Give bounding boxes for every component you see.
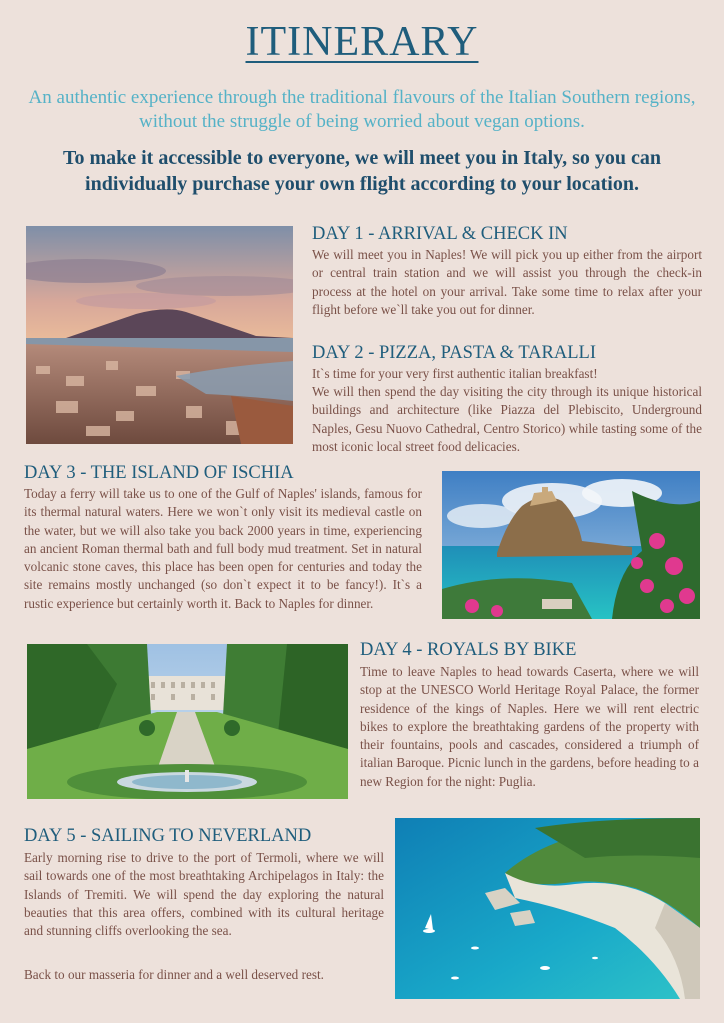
day-4-text: Time to leave Naples to head towards Caserta, where we will stop at the UNESCO World Heritage Royal Palace, the former residence of the kings of Naples. Here we will rent electric bikes to explore the breathtaking gardens of the property with their fountains, pools and cascades, considered a triumph of italian Baroque. Picnic lunch in the gardens, before heading to a new Region for the night: Puglia. — [360, 664, 699, 789]
day-5-heading: DAY 5 - SAILING TO NEVERLAND — [24, 826, 312, 846]
naples-vesuvius-photo — [26, 226, 293, 444]
page-subtitle: An authentic experience through the traditional flavours of the Italian Southern regions, without the struggle of being worried about vegan options. — [28, 87, 696, 132]
ischia-castle-photo — [442, 471, 700, 619]
day-2-text-2: We will then spend the day visiting the city through its unique historical buildings and architecture (like Piazza del Plebiscito, Underground Naples, Gesu Nuovo Cathedral, Centro Storico) while tasting some of the most iconic local street food delicacies. — [312, 384, 702, 454]
day-3-heading: DAY 3 - THE ISLAND OF ISCHIA — [24, 463, 294, 483]
day-4-heading: DAY 4 - ROYALS BY BIKE — [360, 640, 577, 660]
tremiti-islands-photo — [395, 818, 700, 999]
day-5-text-2: Back to our masseria for dinner and a well deserved rest. — [24, 967, 324, 982]
caserta-palace-photo — [27, 644, 348, 799]
day-2-text-1: It`s time for your very first authentic italian breakfast! — [312, 366, 598, 381]
travel-notice: To make it accessible to everyone, we will meet you in Italy, so you can individually purchase your own flight according to your location. — [62, 147, 662, 195]
page-title: ITINERARY — [245, 19, 479, 65]
day-3-text: Today a ferry will take us to one of the Gulf of Naples' islands, famous for its thermal natural waters. Here we won`t only visit its medieval castle on the water, but we will also take you back 2000 years in time, experiencing an ancient Roman thermal bath and full body mud treatment. Set in natural volcanic stone caves, this place has been open for centuries and today the site remains mostly unchanged (so don`t expect it to be fancy!). It`s a rustic experience but certainly worth it. Back to Naples for dinner. — [24, 486, 422, 611]
day-1-heading: DAY 1 - ARRIVAL & CHECK IN — [312, 224, 568, 244]
day-2-heading: DAY 2 - PIZZA, PASTA & TARALLI — [312, 343, 596, 363]
day-1-text: We will meet you in Naples! We will pick you up either from the airport or central train station and we will assist you through the check-in process at the hotel on your arrival. Take some time to relax after your flight before we`ll take you out for dinner. — [312, 247, 702, 317]
day-5-text-1: Early morning rise to drive to the port of Termoli, where we will sail towards one of the most breathtaking Archipelagos in Italy: the Islands of Tremiti. We will spend the day exploring the natural beauties that this area offers, combined with its cultural heritage and stunning cliffs overlooking the sea. — [24, 850, 384, 939]
